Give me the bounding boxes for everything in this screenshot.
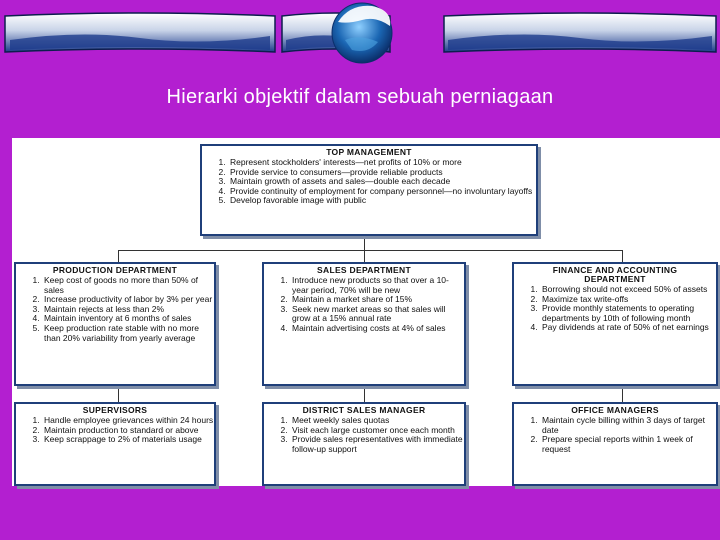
header-banner [0,0,720,70]
objective-item: 3. Maintain rejects at less than 2% [42,305,214,315]
box-office-managers [512,402,718,486]
objectives-hierarchy-chart [12,138,720,486]
objective-item: 4. Maintain inventory at 6 months of sales [42,314,214,324]
connector-horizontal [118,250,622,251]
box-title: FINANCE AND ACCOUNTING DEPARTMENT [552,265,678,284]
objective-item: 3. Keep scrappage to 2% of materials usage [42,435,214,445]
box-sales-department [262,262,466,386]
objective-item: 1. Maintain cycle billing within 3 days of target date [540,416,716,435]
box-finance-accounting-department [512,262,718,386]
objective-item: 2. Visit each large customer once each month [290,426,464,436]
banner-left-panel [5,13,275,52]
box-title: OFFICE MANAGERS [571,405,659,415]
box-production-department [14,262,216,386]
objective-item: 1. Handle employee grievances within 24 hours [42,416,214,426]
objective-item: 2. Maximize tax write-offs [540,295,716,305]
objective-item: 3. Provide monthly statements to operating departments by 10th of following month [540,304,716,323]
objective-item: 2. Prepare special reports within 1 week of request [540,435,716,454]
objective-item: 2. Maintain a market share of 15% [290,295,464,305]
objective-item: 1. Meet weekly sales quotas [290,416,464,426]
box-district-sales-manager [262,402,466,486]
box-title: SALES DEPARTMENT [317,265,411,275]
connector-right-lower [622,384,623,402]
connector-right-drop [622,250,623,262]
connector-center-drop [364,250,365,262]
box-top-management [200,144,538,236]
box-title: PRODUCTION DEPARTMENT [52,265,178,275]
box-supervisors [14,402,216,486]
banner-right-panel [444,13,716,52]
connector-top-down [364,234,365,250]
objective-item: 2. Increase productivity of labor by 3% per year [42,295,214,305]
objective-item: 2. Provide service to consumers—provide reliable products [228,168,536,178]
objective-item: 3. Maintain growth of assets and sales—double each decade [228,177,536,187]
objective-item: 1. Keep cost of goods no more than 50% of sales [42,276,214,295]
objective-item: 5. Develop favorable image with public [228,196,536,206]
objective-item: 1. Represent stockholders' interests—net profits of 10% or more [228,158,536,168]
box-title: SUPERVISORS [82,405,148,415]
box-title: TOP MANAGEMENT [326,147,412,157]
objective-item: 2. Maintain production to standard or above [42,426,214,436]
objective-item: 1. Introduce new products so that over a 10-year period, 70% will be new [290,276,464,295]
objective-item: 5. Keep production rate stable with no more than 20% variability from yearly average [42,324,214,343]
objective-item: 1. Borrowing should not exceed 50% of assets [540,285,716,295]
objective-item: 4. Maintain advertising costs at 4% of sales [290,324,464,334]
connector-center-lower [364,384,365,402]
slide-title: Hierarki objektif dalam sebuah perniagaan [166,86,554,108]
objective-item: 3. Seek new market areas so that sales will grow at a 15% annual rate [290,305,464,324]
objective-item: 3. Provide sales representatives with immediate follow-up support [290,435,464,454]
connector-left-lower [118,384,119,402]
objective-item: 4. Pay dividends at rate of 50% of net earnings [540,323,716,333]
objective-item: 4. Provide continuity of employment for company personnel—no involuntary layoffs [228,187,536,197]
box-title: DISTRICT SALES MANAGER [302,405,426,415]
connector-left-drop [118,250,119,262]
globe-icon [332,3,392,63]
